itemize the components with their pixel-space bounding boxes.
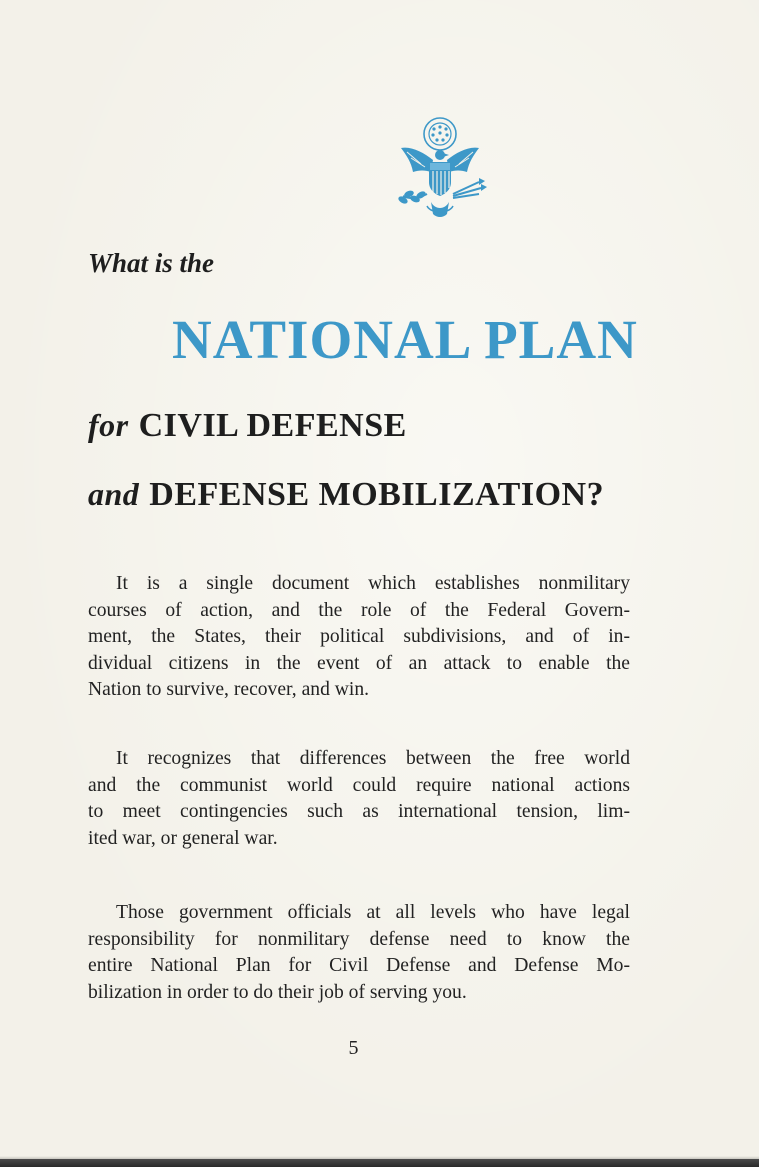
heading-defense-mobilization-text: DEFENSE MOBILIZATION? <box>149 476 605 513</box>
paragraph-line: Nation to survive, recover, and win. <box>88 679 370 701</box>
paragraph-recognizes-differences <box>88 746 630 852</box>
paragraph-line: and the communist world could require national actions <box>88 774 630 796</box>
heading-defense-mobilization <box>88 476 604 514</box>
paragraph-line: ment, the States, their political subdivisions, and of in- <box>88 626 630 648</box>
great-seal-emblem-icon <box>387 112 493 224</box>
paragraph-line: entire National Plan for Civil Defense and Defense Mo- <box>88 955 630 977</box>
heading-civil-defense <box>88 407 407 445</box>
paragraph-line: dividual citizens in the event of an attack to enable the <box>88 652 630 674</box>
paragraph-single-document <box>88 571 630 704</box>
paragraph-line: It is a single document which establishes nonmilitary <box>116 573 630 594</box>
paragraph-line: Those government officials at all levels who have legal <box>116 902 630 923</box>
page-bottom-edge <box>0 1159 759 1167</box>
paragraph-line: to meet contingencies such as international tension, lim- <box>88 801 630 823</box>
paragraph-line: ited war, or general war. <box>88 827 278 849</box>
heading-for-word: for <box>88 407 129 443</box>
paragraph-line: It recognizes that differences between the free world <box>116 748 630 769</box>
paragraph-line: bilization in order to do their job of serving you. <box>88 981 467 1003</box>
paragraph-line: courses of action, and the role of the Federal Govern- <box>88 599 630 621</box>
page-number <box>0 1037 759 1060</box>
page-number-text: 5 <box>348 1037 359 1059</box>
paragraph-government-officials <box>88 900 630 1006</box>
heading-what-is-the: What is the <box>88 248 215 278</box>
heading-and-word: and <box>88 476 140 512</box>
heading-civil-defense-text: CIVIL DEFENSE <box>138 407 407 444</box>
heading-national-plan: NATIONAL PLAN <box>172 309 638 370</box>
paragraph-line: responsibility for nonmilitary defense need to know the <box>88 928 630 950</box>
